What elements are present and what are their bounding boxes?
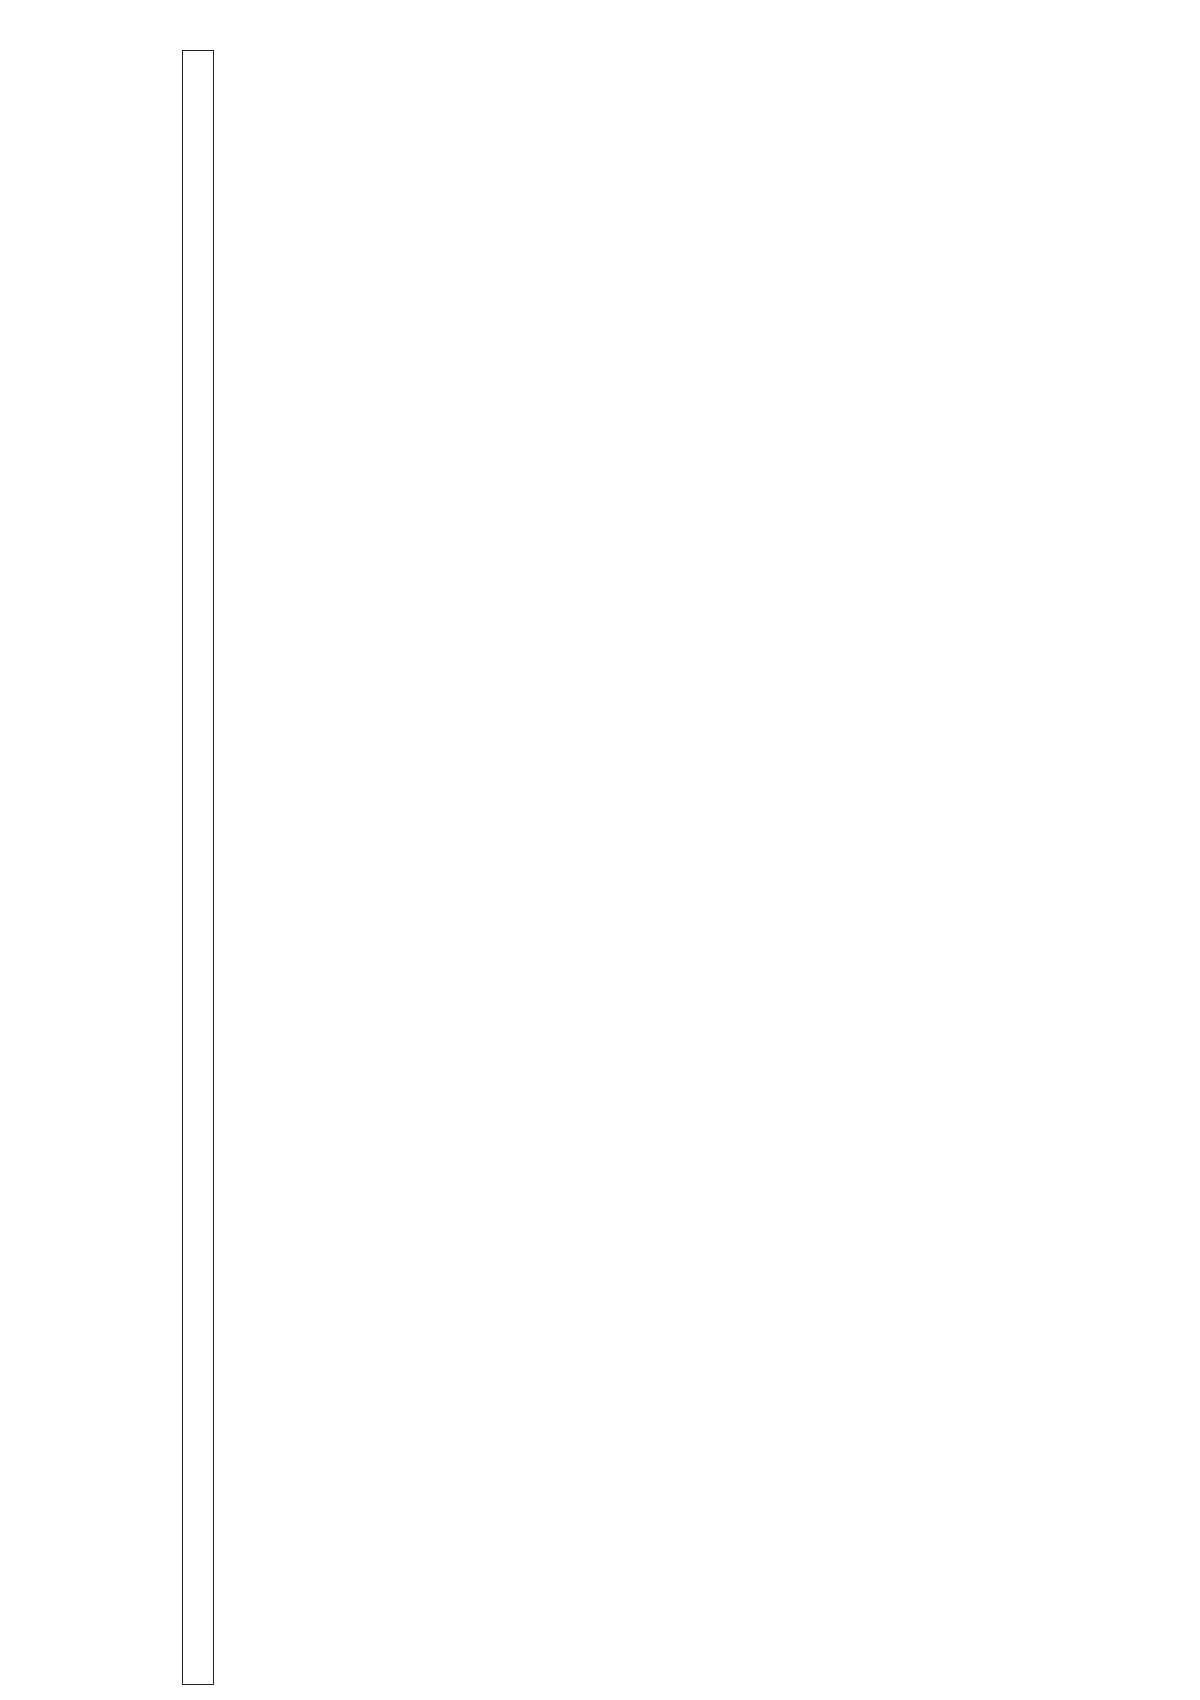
investment-table [182, 50, 214, 1685]
section-title [183, 51, 214, 1685]
rotated-table-wrapper [182, 50, 1072, 1685]
section-header [183, 51, 214, 1685]
